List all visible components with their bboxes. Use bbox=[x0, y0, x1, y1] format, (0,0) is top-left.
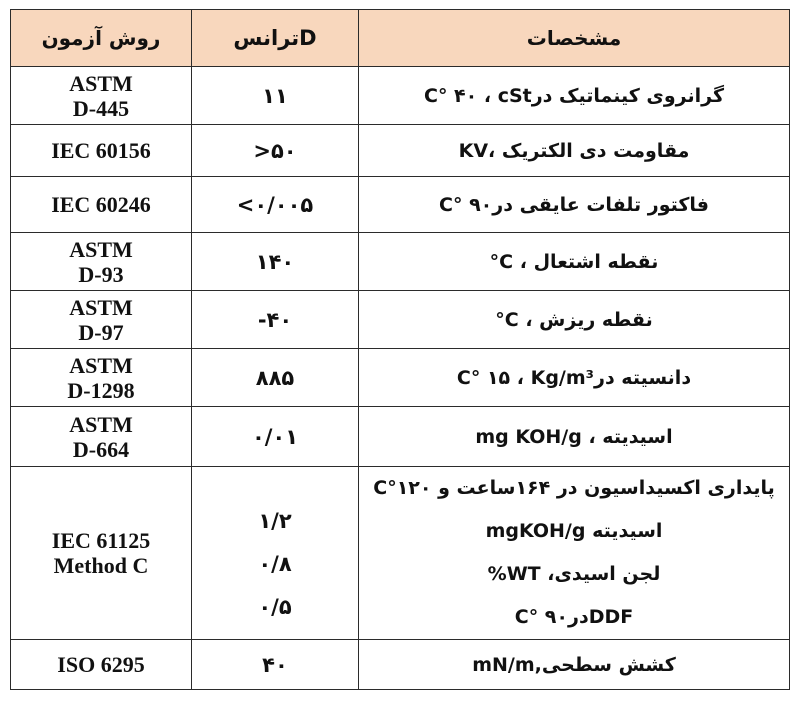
table-header-row bbox=[11, 10, 790, 67]
value-line: ۱/۲ bbox=[258, 508, 292, 533]
test-method-cell: IEC 60156 bbox=[11, 125, 192, 177]
table-row bbox=[11, 125, 790, 177]
spec-cell: نقطه اشتعال ، C° bbox=[359, 233, 790, 291]
value-cell: ۸۸۵ bbox=[192, 349, 359, 407]
table-row bbox=[11, 349, 790, 407]
test-method-line: ASTM bbox=[69, 236, 133, 262]
test-method-line: D-664 bbox=[72, 436, 130, 462]
test-method-line: ASTM bbox=[69, 411, 133, 437]
value-cell: -۴۰ bbox=[192, 291, 359, 349]
spec-cell: اسیدیته ، mg KOH/g bbox=[359, 407, 790, 467]
value-cell: <۰/۰۰۵ bbox=[192, 177, 359, 233]
test-method-cell bbox=[11, 467, 192, 640]
test-method-line: ASTM bbox=[69, 294, 133, 320]
test-method-line: IEC 61125 bbox=[51, 528, 151, 553]
spec-cell: فاکتور تلفات عایقی درC° ۹۰ bbox=[359, 177, 790, 233]
value-cell bbox=[192, 467, 359, 640]
spec-cell: کشش سطحی,mN/m bbox=[359, 640, 790, 690]
value-cell: ۱۱ bbox=[192, 67, 359, 125]
transformer-oil-spec-table bbox=[10, 9, 790, 690]
header-spec: مشخصات bbox=[359, 10, 790, 67]
value-cell: ۰/۰۱ bbox=[192, 407, 359, 467]
test-method-cell: ISO 6295 bbox=[11, 640, 192, 690]
spec-cell: نقطه ریزش ، C° bbox=[359, 291, 790, 349]
test-method-cell bbox=[11, 407, 192, 467]
table-row bbox=[11, 233, 790, 291]
test-method-cell bbox=[11, 67, 192, 125]
spec-cell: مقاومت دی الکتریک ،KV bbox=[359, 125, 790, 177]
spec-table-container bbox=[10, 9, 790, 690]
test-method-line: D-1298 bbox=[67, 377, 135, 403]
test-method-line: D-93 bbox=[78, 261, 124, 287]
header-test-method: روش آزمون bbox=[11, 10, 192, 67]
value-cell: >۵۰ bbox=[192, 125, 359, 177]
test-method-line: D-445 bbox=[72, 95, 130, 121]
spec-cell bbox=[359, 467, 790, 640]
test-method-line: Method C bbox=[53, 553, 149, 578]
test-method-line: D-97 bbox=[78, 319, 124, 345]
test-method-line: ASTM bbox=[69, 70, 133, 96]
test-method-cell bbox=[11, 233, 192, 291]
value-line: ۰/۵ bbox=[258, 594, 292, 619]
test-method-cell bbox=[11, 349, 192, 407]
table-row bbox=[11, 67, 790, 125]
spec-line: لجن اسیدی، WT% bbox=[487, 563, 661, 585]
value-cell: ۴۰ bbox=[192, 640, 359, 690]
test-method-cell bbox=[11, 291, 192, 349]
spec-cell: گرانروی کینماتیک درC° ۴۰ ، cSt bbox=[359, 67, 790, 125]
value-cell: ۱۴۰ bbox=[192, 233, 359, 291]
spec-line: پایداری اکسیداسیون در ۱۶۴ساعت و C°۱۲۰ bbox=[373, 477, 775, 499]
header-value: ترانسD bbox=[192, 10, 359, 67]
table-row bbox=[11, 640, 790, 690]
table-row bbox=[11, 407, 790, 467]
table-row bbox=[11, 291, 790, 349]
test-method-cell: IEC 60246 bbox=[11, 177, 192, 233]
value-line: ۰/۸ bbox=[258, 551, 292, 576]
test-method-line: ASTM bbox=[69, 352, 133, 378]
table-row bbox=[11, 177, 790, 233]
spec-cell: دانسیته درC° ۱۵ ، Kg/m³ bbox=[359, 349, 790, 407]
spec-line: اسیدیته mgKOH/g bbox=[485, 520, 663, 542]
table-row bbox=[11, 467, 790, 640]
spec-line: DDFدرC° ۹۰ bbox=[514, 606, 634, 628]
